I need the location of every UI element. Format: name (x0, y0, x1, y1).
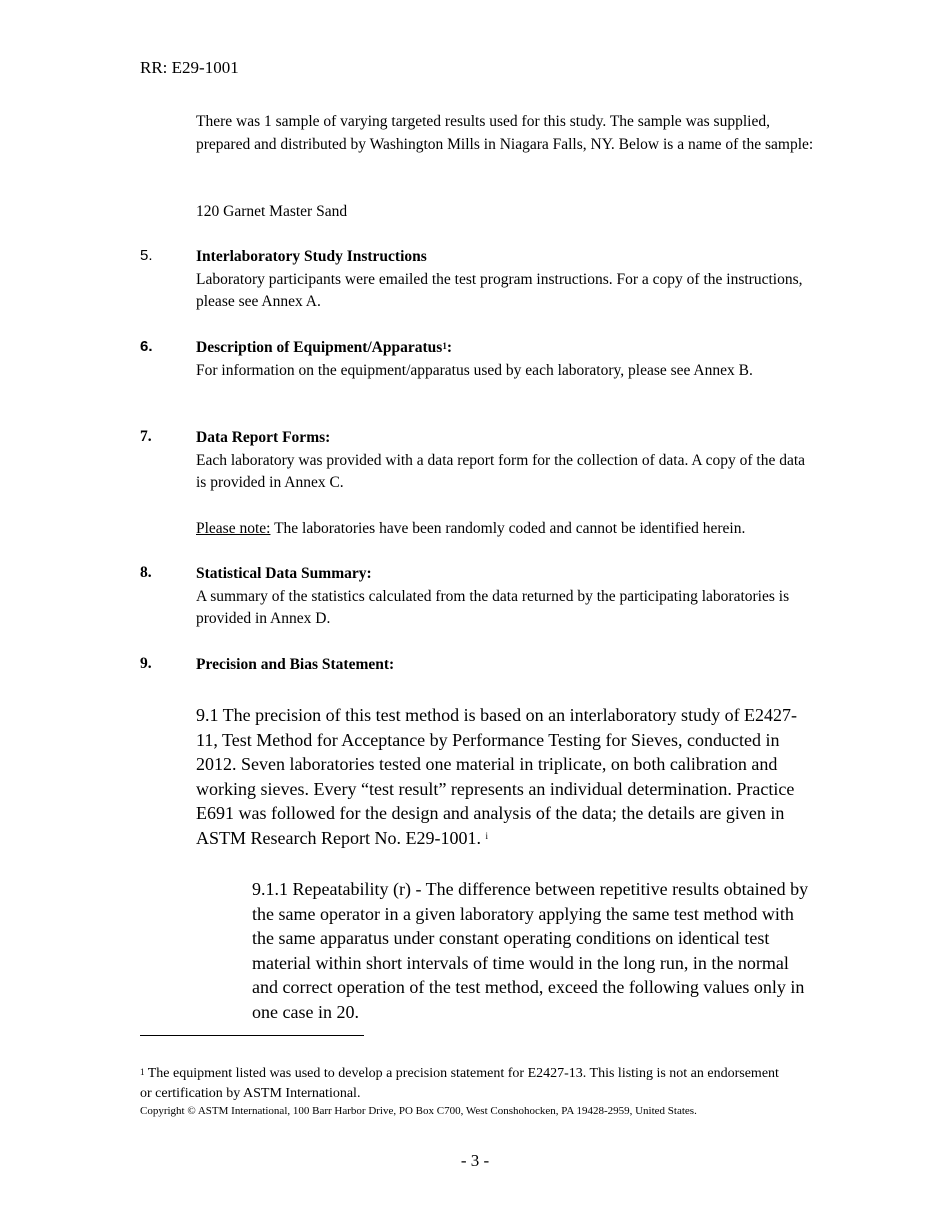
section-title: Statistical Data Summary: (196, 565, 372, 582)
footnote-marker: 1 (140, 1067, 145, 1077)
footnote-text: The equipment listed was used to develop a precision statement for E2427-13. This listing is not an endorsement or certification by ASTM International. (140, 1066, 779, 1101)
section-body: Laboratory participants were emailed the test program instructions. For a copy of the instructions, please see Annex A. (196, 270, 803, 311)
section-5 (196, 246, 816, 314)
section-title: Data Report Forms: (196, 429, 331, 446)
endnote-ref[interactable]: i (485, 830, 488, 841)
section-number: 7. (140, 428, 152, 445)
copyright-notice: Copyright © ASTM International, 100 Barr Harbor Drive, PO Box C700, West Conshohocken, PA 19428-2959, United States. (140, 1105, 697, 1117)
precision-9-1: 9.1 The precision of this test method is based on an interlaboratory study of E2427-11, Test Method for Acceptance by Performance Testing for Sieves, conducted in 2012. Seven laboratories tested one material in triplicate, on both calibration and working sieves. Every “test result” represents an individual determination. Practice E691 was followed for the design and analysis of the data; the details are given in ASTM Research Report No. E29-1001. $^i$ (196, 705, 798, 848)
section-body: A summary of the statistics calculated from the data returned by the participating laboratories is provided in Annex D. (196, 587, 790, 628)
section-body: Each laboratory was provided with a data report form for the collection of data. A copy of the data is provided in Annex C. (196, 451, 806, 492)
footnote-divider (140, 1035, 364, 1036)
please-note (196, 518, 816, 541)
intro-paragraph: There was 1 sample of varying targeted results used for this study. The sample was supplied, prepared and distributed by Washington Mills in Niagara Falls, NY. Below is a name of the sample: (196, 113, 814, 153)
section-7 (196, 427, 816, 495)
section-6 (196, 337, 816, 382)
section-title: Description of Equipment/Apparatus$^1$: (196, 339, 452, 356)
section-number: 6. (140, 338, 153, 355)
running-header: RR: E29-1001 (140, 58, 239, 77)
section-number: 5. (140, 247, 153, 264)
repeatability-9-1-1: 9.1.1 Repeatability (r) - The difference between repetitive results obtained by the same operator in a given laboratory applying the same test method with the same apparatus under constant operating conditions on identical test material within short intervals of time would in the long run, in the normal and correct operation of the test method, exceed the following values only in one case in 20. (252, 879, 809, 1022)
section-8 (196, 563, 816, 631)
section-body: For information on the equipment/apparatus used by each laboratory, please see Annex B. (196, 361, 753, 379)
page-number: - 3 - (460, 1151, 490, 1170)
note-label: Please note: (196, 520, 271, 537)
footnote (140, 1064, 780, 1104)
note-text: The laboratories have been randomly coded and cannot be identified herein. (270, 520, 746, 537)
footnote-ref[interactable]: 1 (442, 341, 447, 351)
section-number: 9. (140, 655, 152, 672)
sample-name: 120 Garnet Master Sand (196, 203, 348, 220)
section-number: 8. (140, 564, 152, 581)
section-title: Interlaboratory Study Instructions (196, 248, 427, 265)
section-title: Precision and Bias Statement: (196, 656, 395, 673)
